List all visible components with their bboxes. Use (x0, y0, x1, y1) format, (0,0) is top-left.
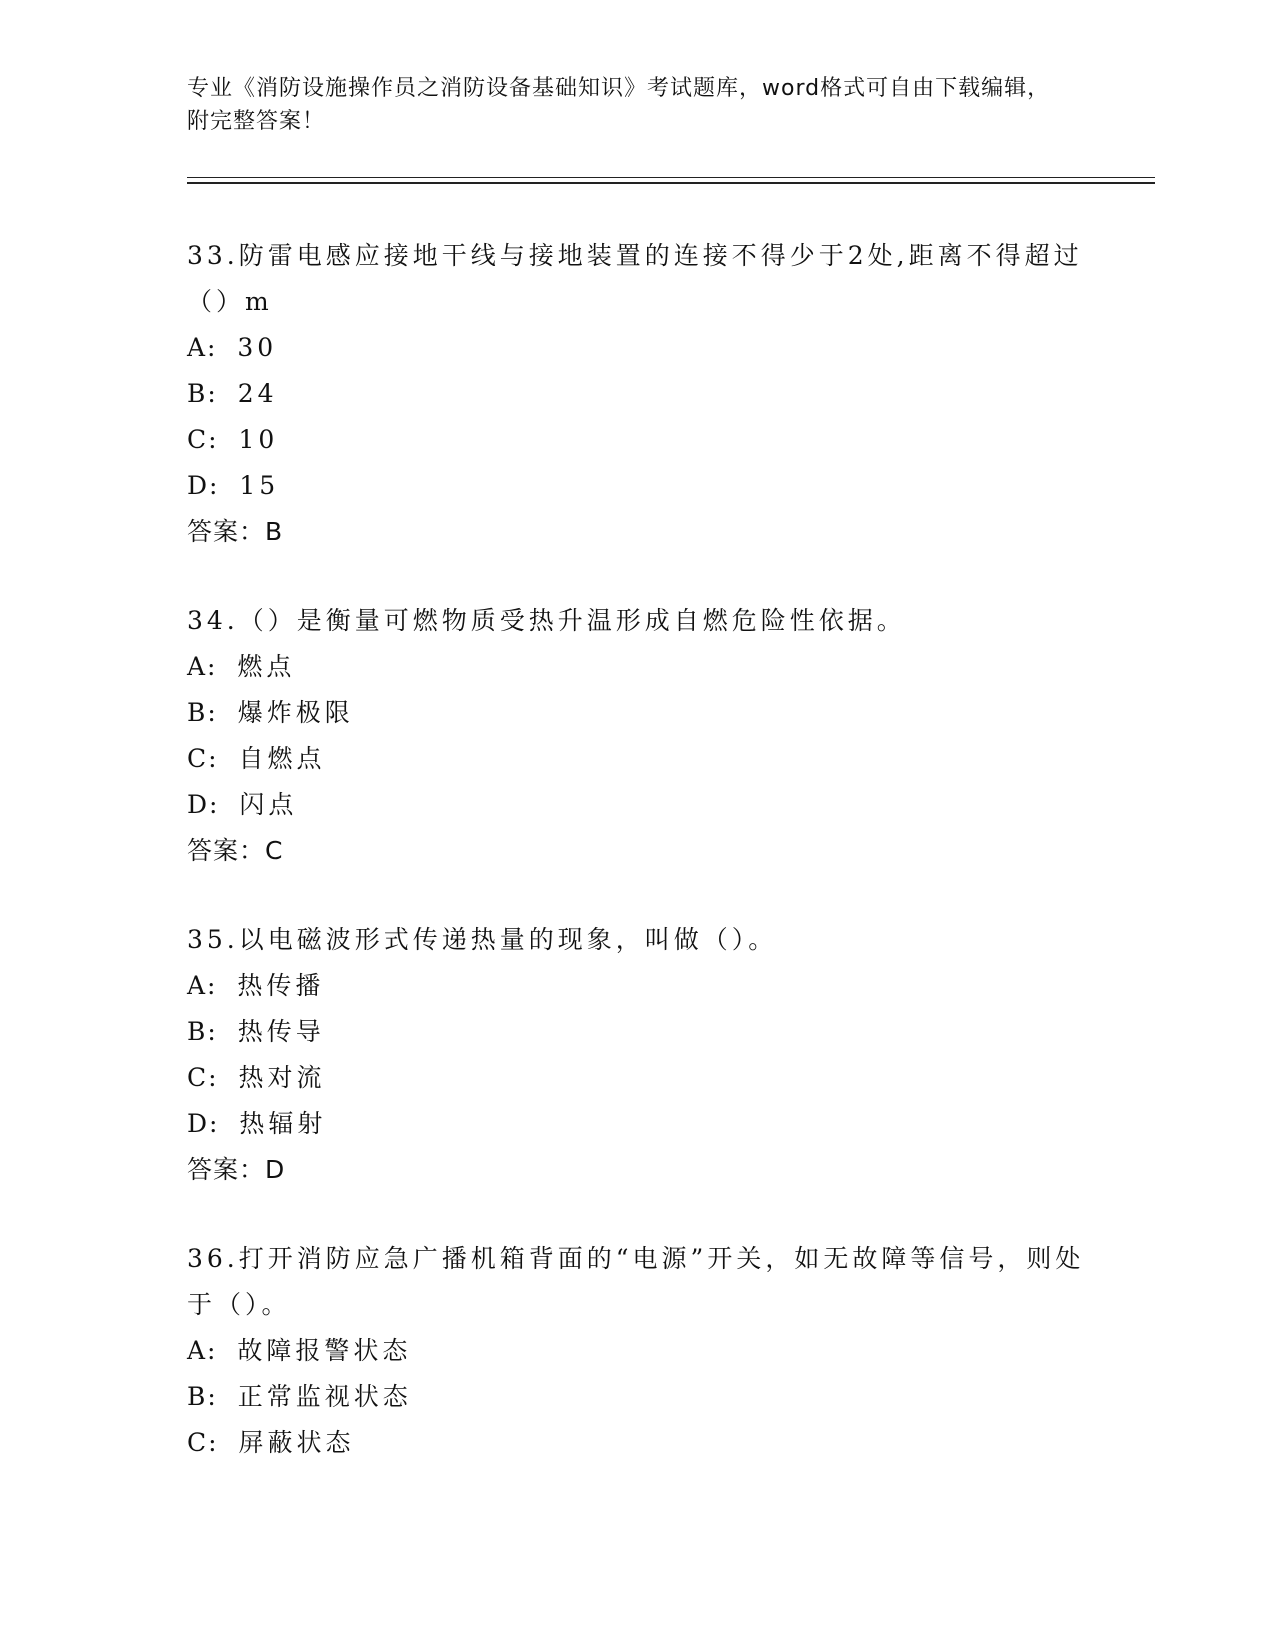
option-d (187, 463, 1087, 509)
option-label: D: (187, 790, 220, 819)
option-label: D: (187, 1109, 220, 1138)
option-text: 燃点 (237, 652, 296, 681)
option-text: 闪点 (239, 790, 298, 819)
option-text: 24 (237, 379, 278, 408)
question-text: 36.打开消防应急广播机箱背面的“电源”开关，如无故障等信号，则处于（）。 (187, 1244, 1085, 1319)
option-label: C: (187, 425, 219, 454)
document-header-note: 专业《消防设施操作员之消防设备基础知识》考试题库，word格式可自由下载编辑，附完整答案！ (187, 76, 1051, 134)
option-text: 10 (238, 425, 279, 454)
option-text: 正常监视状态 (237, 1382, 412, 1411)
option-label: B: (187, 1382, 218, 1411)
option-text: 15 (239, 471, 280, 500)
question-text: 34.（）是衡量可燃物质受热升温形成自燃危险性依据。 (187, 606, 906, 635)
answer-line: 答案：D (187, 1155, 286, 1184)
question-33 (187, 233, 1087, 555)
option-b (187, 690, 1087, 736)
option-label: B: (187, 1017, 218, 1046)
option-b (187, 1009, 1087, 1055)
option-d (187, 782, 1087, 828)
option-label: B: (187, 698, 218, 727)
option-label: A: (187, 1336, 218, 1365)
header-divider-thick (187, 182, 1155, 184)
option-label: C: (187, 744, 219, 773)
option-text: 30 (237, 333, 278, 362)
option-text: 热传导 (237, 1017, 325, 1046)
answer-line: 答案：B (187, 517, 284, 546)
option-a (187, 325, 1087, 371)
question-34 (187, 598, 1087, 874)
option-a (187, 1328, 1087, 1374)
option-text: 热对流 (238, 1063, 326, 1092)
option-label: D: (187, 471, 220, 500)
option-b (187, 1374, 1087, 1420)
option-label: C: (187, 1063, 219, 1092)
question-35 (187, 917, 1087, 1193)
option-c (187, 1420, 1087, 1466)
option-d (187, 1101, 1087, 1147)
option-c (187, 736, 1087, 782)
option-a (187, 644, 1087, 690)
question-text: 33.防雷电感应接地干线与接地装置的连接不得少于2处,距离不得超过（）m (187, 241, 1083, 316)
question-36 (187, 1236, 1087, 1466)
answer-line: 答案：C (187, 836, 284, 865)
option-a (187, 963, 1087, 1009)
option-label: A: (187, 652, 218, 681)
option-label: B: (187, 379, 218, 408)
option-text: 故障报警状态 (237, 1336, 412, 1365)
question-list (187, 233, 1087, 1509)
option-label: A: (187, 333, 218, 362)
option-b (187, 371, 1087, 417)
option-text: 自燃点 (238, 744, 326, 773)
option-c (187, 417, 1087, 463)
header-divider-thin (187, 177, 1155, 178)
question-text: 35.以电磁波形式传递热量的现象，叫做（）。 (187, 925, 778, 954)
option-label: C: (187, 1428, 219, 1457)
option-text: 热传播 (237, 971, 325, 1000)
option-text: 热辐射 (239, 1109, 327, 1138)
option-text: 爆炸极限 (237, 698, 354, 727)
option-text: 屏蔽状态 (238, 1428, 355, 1457)
option-c (187, 1055, 1087, 1101)
option-label: A: (187, 971, 218, 1000)
